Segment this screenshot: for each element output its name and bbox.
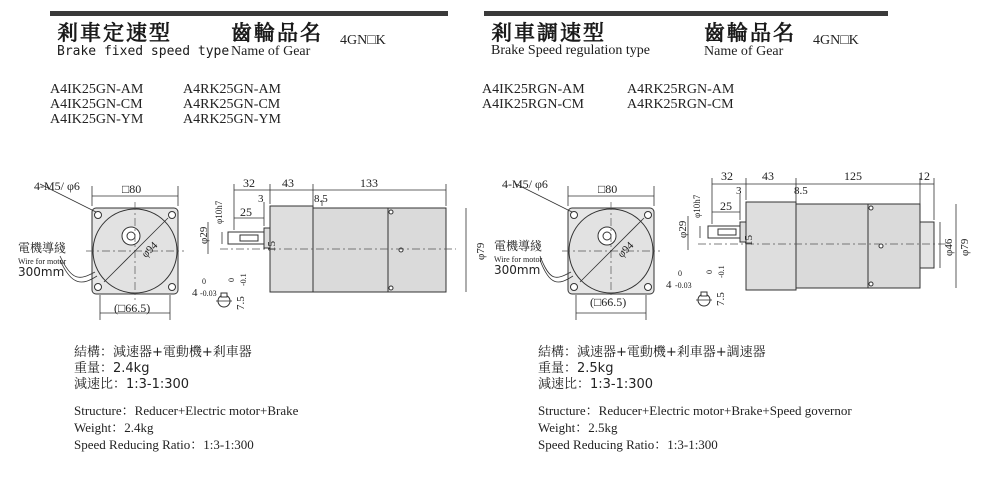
model-item: A4RK25GN-AM	[183, 82, 281, 97]
spec-line: 減速比：1:3-1:300	[74, 377, 190, 392]
dim-29: φ29	[198, 226, 210, 244]
left-gear-name-en: Name of Gear	[231, 44, 311, 59]
shaft-key	[718, 229, 736, 235]
mount-hole	[571, 284, 578, 291]
wire-length-label: 300mm	[494, 263, 541, 277]
right-header-bar	[484, 11, 888, 16]
left-dimension-drawing	[0, 160, 490, 330]
key-section	[666, 265, 727, 306]
spec-line: Structure：Reducer+Electric motor+Brake+Speed governor	[538, 403, 852, 418]
right-title-cn: 剎車調速型	[491, 21, 606, 45]
dim-8-5: 8.5	[794, 185, 808, 197]
spec-line: Weight：2.5kg	[538, 420, 618, 435]
mount-hole	[95, 284, 102, 291]
model-item: A4IK25GN-CM	[50, 97, 143, 112]
model-item: A4IK25RGN-CM	[482, 97, 584, 112]
key-7-5-tol-top: 0	[705, 270, 714, 274]
model-item: A4IK25RGN-AM	[482, 82, 585, 97]
spec-line: 結構：減速器+電動機+剎車器	[74, 345, 252, 360]
key-7-5-tol-top: 0	[227, 278, 236, 282]
motor-body	[796, 204, 920, 288]
model-item: A4IK25GN-AM	[50, 82, 144, 97]
key-7-5: 7.5	[715, 292, 727, 306]
key-section	[192, 273, 248, 310]
body-screw	[869, 282, 873, 286]
key-4: 4	[192, 287, 198, 299]
dim-8-5: 8.5	[314, 193, 328, 205]
base-label: (□66.5)	[114, 301, 151, 315]
body-screw	[389, 210, 393, 214]
spec-line: Weight：2.4kg	[74, 420, 154, 435]
dim-29: φ29	[677, 220, 689, 238]
motor-body	[313, 208, 446, 292]
left-title-cn: 剎車定速型	[57, 21, 172, 45]
left-gear-name-cn: 齒輪品名	[231, 21, 323, 45]
key-4-tol-bot: -0.03	[200, 289, 217, 298]
right-models-col2	[627, 82, 734, 112]
key-7-5-tol-bot: -0.1	[239, 273, 248, 286]
key-7-5: 7.5	[235, 296, 247, 310]
dim-43: 43	[762, 169, 774, 183]
screw-label: 4-M5/ φ6	[502, 177, 548, 191]
dim-133: 133	[360, 176, 378, 190]
left-spec-en	[74, 402, 298, 453]
model-item: A4RK25RGN-CM	[627, 97, 734, 112]
screw-label: 4-M5/ φ6	[34, 179, 80, 193]
wire-label-cn: 電機導綫	[18, 241, 67, 255]
dim-79: φ79	[959, 238, 971, 256]
model-item: A4RK25GN-YM	[183, 112, 281, 127]
dim-32: 32	[721, 169, 733, 183]
wire-lead	[540, 256, 571, 277]
right-models-col1	[482, 82, 585, 112]
body-screw	[389, 286, 393, 290]
left-spec-cn	[74, 345, 252, 393]
shaft-key	[240, 235, 258, 241]
dim-46: φ46	[943, 238, 955, 256]
right-gear-name-cn: 齒輪品名	[704, 21, 796, 45]
mount-hole	[169, 284, 176, 291]
key-slot	[701, 292, 707, 296]
dim-3: 3	[258, 193, 264, 205]
mount-hole	[571, 212, 578, 219]
spec-line: 結構：減速器+電動機+剎車器+調速器	[538, 345, 766, 360]
dim-10h7: φ10h7	[214, 200, 224, 224]
dim-15: 15	[266, 241, 278, 252]
wire-length-label: 300mm	[18, 265, 65, 279]
key-7-5-tol-bot: -0.1	[717, 265, 726, 278]
dim-25: 25	[720, 199, 732, 213]
left-gear-code: 4GN□K	[340, 33, 386, 48]
base-label: (□66.5)	[590, 295, 627, 309]
model-item: A4IK25GN-YM	[50, 112, 144, 127]
left-title-en: Brake fixed speed type	[57, 44, 230, 59]
spec-line: Structure：Reducer+Electric motor+Brake	[74, 403, 299, 418]
front-view	[494, 177, 660, 320]
spec-line: 重量：2.5kg	[538, 361, 614, 376]
wire-label-cn: 電機導綫	[494, 239, 543, 253]
key-4: 4	[666, 279, 672, 291]
spec-line: 重量：2.4kg	[74, 361, 150, 376]
dim-43: 43	[282, 176, 294, 190]
dia94-label: φ94	[139, 239, 161, 261]
mount-hole	[95, 212, 102, 219]
dim-10h7: φ10h7	[692, 194, 702, 218]
square-label: □80	[598, 182, 618, 196]
dim-3: 3	[736, 185, 742, 197]
right-title-en: Brake Speed regulation type	[491, 43, 651, 58]
mount-hole	[645, 212, 652, 219]
front-view	[18, 179, 184, 320]
left-models-col1	[50, 82, 143, 127]
wire-label-en: Wire for motor	[18, 257, 67, 266]
dim-15: 15	[743, 235, 755, 246]
model-item: A4RK25RGN-AM	[627, 82, 735, 97]
key-4-tol-top: 0	[202, 277, 206, 286]
dim-125: 125	[844, 169, 862, 183]
right-gear-code: 4GN□K	[813, 33, 859, 48]
dim-32: 32	[243, 176, 255, 190]
right-spec-en	[538, 402, 852, 453]
right-gear-name-en: Name of Gear	[704, 44, 784, 59]
key-4-tol-bot: -0.03	[675, 281, 692, 290]
left-header-bar	[50, 11, 448, 16]
model-item: A4RK25GN-CM	[183, 97, 281, 112]
dim-25: 25	[240, 205, 252, 219]
key-slot	[221, 293, 227, 297]
body-screw	[399, 248, 403, 252]
key-4-tol-top: 0	[678, 269, 682, 278]
shaft-end	[603, 232, 611, 240]
shaft-end	[127, 232, 135, 240]
mount-hole	[169, 212, 176, 219]
square-label: □80	[122, 182, 142, 196]
right-spec-cn	[538, 345, 766, 393]
governor-cap	[920, 222, 934, 268]
spec-line: 減速比：1:3-1:300	[538, 377, 654, 392]
mount-hole	[645, 284, 652, 291]
dim-12: 12	[918, 169, 930, 183]
spec-line: Speed Reducing Ratio：1:3-1:300	[74, 437, 254, 452]
dim-79: φ79	[475, 242, 487, 260]
dia94-label: φ94	[615, 239, 637, 261]
left-models-col2	[183, 82, 281, 127]
right-dimension-drawing	[490, 160, 990, 330]
spec-line: Speed Reducing Ratio：1:3-1:300	[538, 437, 718, 452]
wire-label-en: Wire for motor	[494, 255, 543, 264]
body-screw	[879, 244, 883, 248]
body-screw	[869, 206, 873, 210]
